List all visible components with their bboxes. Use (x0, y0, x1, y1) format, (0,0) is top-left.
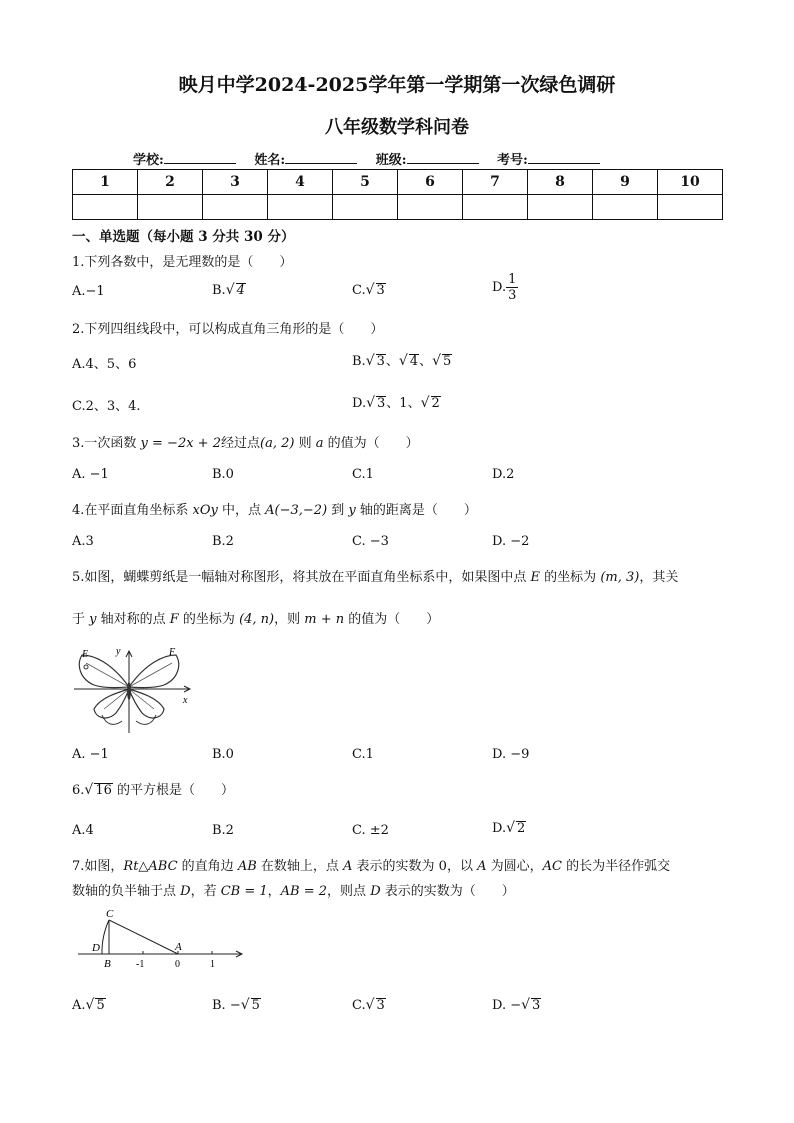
option-value: −1 (85, 284, 105, 299)
answer-cell[interactable] (268, 195, 333, 220)
q3-option-b[interactable]: B.0 (212, 467, 234, 482)
option-label: A. (72, 284, 86, 299)
answer-number: 7 (463, 170, 528, 195)
q4-option-c[interactable]: C. −3 (352, 534, 389, 549)
sqrt-sign: √ (365, 282, 375, 298)
option-label: B. − (212, 998, 241, 1013)
segment-label: AC (542, 859, 562, 874)
school-field[interactable] (164, 151, 236, 164)
sqrt-sign: √ (85, 997, 95, 1013)
q7-option-b[interactable] (212, 997, 261, 1013)
point-label: D (180, 884, 191, 899)
answer-number: 10 (658, 170, 723, 195)
q6-stem (72, 779, 234, 798)
answer-number: 5 (333, 170, 398, 195)
formula: y = −2x + 2 (140, 436, 221, 451)
denominator: 3 (508, 288, 517, 303)
stem-text: 6. (72, 783, 85, 798)
q3-option-d[interactable]: D.2 (492, 467, 515, 482)
class-field[interactable] (407, 151, 479, 164)
q6-option-a[interactable]: A.4 (72, 823, 94, 838)
option-label: D. (492, 280, 507, 295)
stem-text: 的坐标为 (540, 570, 601, 585)
radicand: 3 (376, 283, 385, 298)
number-line-figure (72, 905, 252, 971)
q7-stem-line2 (72, 880, 515, 899)
point-f-label: F (169, 647, 176, 658)
q5-option-c[interactable]: C.1 (352, 747, 374, 762)
q2-option-b[interactable] (352, 350, 452, 369)
sqrt-sign: √ (225, 282, 235, 298)
tick-label-neg1: -1 (136, 959, 145, 970)
answer-cell[interactable] (528, 195, 593, 220)
q7-stem-line1 (72, 855, 670, 874)
answer-cell[interactable] (593, 195, 658, 220)
stem-text: ，则点 (327, 884, 371, 899)
radicand: 2 (431, 396, 440, 411)
formula: CB = 1 (220, 884, 268, 899)
numerator: 1 (508, 272, 517, 287)
butterfly-figure (72, 643, 202, 738)
section-heading: 一、单选题（每小题 3 分共 30 分） (72, 229, 295, 245)
q7-option-d[interactable] (492, 997, 541, 1013)
stem-text: 表示的实数为（ ） (380, 884, 515, 899)
figure-background (72, 643, 202, 738)
q6-option-c[interactable]: C. ±2 (352, 823, 389, 838)
option-label: D. (492, 821, 507, 836)
stem-text: 的值为（ ） (344, 612, 440, 627)
answer-table-header-row (73, 170, 723, 195)
point-d-label: D (92, 942, 100, 954)
stem-text: 则 (294, 436, 316, 451)
answer-number: 3 (203, 170, 268, 195)
sqrt-sign: √ (84, 782, 94, 798)
stem-text: ，若 (190, 884, 221, 899)
q2-option-c[interactable]: C.2、3、4. (72, 399, 141, 414)
q6-option-b[interactable]: B.2 (212, 823, 234, 838)
option-label: D. − (492, 998, 522, 1013)
formula: Rt△ABC (123, 859, 178, 874)
q3-stem (72, 432, 419, 451)
answer-number: 1 (73, 170, 138, 195)
q4-option-a[interactable]: A.3 (72, 534, 94, 549)
butterfly-body (127, 682, 131, 700)
segment-label: AB (237, 859, 257, 874)
point-b-label: B (104, 958, 111, 970)
formula: m + n (304, 612, 345, 627)
option-label: D. (352, 396, 367, 411)
point-c-label: C (106, 908, 114, 920)
arc-cd (102, 920, 109, 954)
option-text: 、1、 (386, 396, 421, 411)
point-e-label: E (82, 649, 89, 660)
q5-option-a[interactable]: A. −1 (72, 747, 109, 762)
fraction (506, 272, 518, 303)
stem-text: 表示的实数为 0，以 (352, 859, 478, 874)
q3-option-a[interactable]: A. −1 (72, 467, 109, 482)
radicand: 16 (95, 783, 112, 798)
q2-option-d[interactable] (352, 392, 441, 411)
q2-stem: 2.下列四组线段中，可以构成直角三角形的是（ ） (72, 322, 384, 337)
stem-text: 数轴的负半轴于点 (72, 884, 181, 899)
radicand: 3 (376, 354, 385, 369)
q1-option-d[interactable] (492, 272, 518, 303)
point: (a, 2) (260, 436, 295, 451)
stem-text: 在数轴上，点 (256, 859, 344, 874)
exam-title: 映月中学2024-2025学年第一学期第一次绿色调研 (178, 74, 616, 96)
q1-option-c[interactable] (352, 282, 386, 298)
q7-option-a[interactable] (72, 997, 106, 1013)
sqrt-sign: √ (365, 353, 375, 369)
q5-option-b[interactable]: B.0 (212, 747, 234, 762)
answer-number: 6 (398, 170, 463, 195)
stem-text: 7.如图， (72, 859, 124, 874)
stem-text: 的坐标为 (178, 612, 240, 627)
name-label: 姓名: (254, 153, 286, 168)
answer-number: 4 (268, 170, 333, 195)
q5-stem-line1 (72, 566, 678, 585)
stem-text: 经过点 (220, 436, 260, 451)
point: A(−3,−2) (265, 503, 328, 518)
stem-text: 的平方根是（ ） (112, 783, 235, 798)
y-axis-label: y (116, 646, 121, 657)
q4-option-d[interactable]: D. −2 (492, 534, 530, 549)
info-fields (133, 149, 600, 168)
formula: AB = 2 (280, 884, 328, 899)
point: (m, 3) (600, 570, 640, 585)
q4-stem (72, 499, 477, 518)
answer-cell[interactable] (658, 195, 723, 220)
tick-label-zero: 0 (175, 959, 180, 970)
answer-table-answer-row (73, 195, 723, 220)
answer-cell[interactable] (333, 195, 398, 220)
radicand: 5 (251, 998, 260, 1013)
point-label: A (343, 859, 353, 874)
sqrt-sign: √ (366, 395, 376, 411)
stem-text: 于 (72, 612, 90, 627)
exam-number-label: 考号: (497, 153, 528, 168)
stem-text: ，则 (274, 612, 305, 627)
q1-option-b[interactable] (212, 282, 246, 298)
stem-text: 的直角边 (177, 859, 238, 874)
name-field[interactable] (285, 151, 357, 164)
school-label: 学校: (133, 153, 164, 168)
stem-text: 3.一次函数 (72, 436, 141, 451)
q4-option-b[interactable]: B.2 (212, 534, 234, 549)
answer-number: 2 (138, 170, 203, 195)
tick-label-one: 1 (210, 959, 215, 970)
point-label: F (169, 612, 179, 627)
sqrt-sign: √ (398, 353, 408, 369)
option-label: A. (72, 998, 86, 1013)
separator: 、 (385, 354, 399, 369)
option-label: C. (352, 998, 366, 1013)
stem-text: ，其关 (639, 570, 679, 585)
stem-text: 轴对称的点 (96, 612, 170, 627)
q1-stem: 1.下列各数中，是无理数的是（ ） (72, 255, 293, 270)
variable: y (348, 503, 356, 518)
answer-cell[interactable] (73, 195, 138, 220)
radicand: 4 (236, 283, 245, 298)
segment-ca (109, 920, 178, 954)
variable: a (315, 436, 324, 451)
sqrt-sign: √ (506, 820, 516, 836)
sqrt-sign: √ (521, 997, 531, 1013)
stem-text: 为圆心， (486, 859, 543, 874)
point: (4, n) (239, 612, 275, 627)
point-label: E (530, 570, 541, 585)
option-label: B. (212, 283, 226, 298)
point-label: D (370, 884, 381, 899)
q7-option-c[interactable] (352, 997, 386, 1013)
point-a-label: A (175, 941, 182, 953)
option-label: C. (352, 283, 366, 298)
point-label: A (477, 859, 487, 874)
x-axis-label: x (183, 695, 188, 706)
answer-cell[interactable] (203, 195, 268, 220)
stem-text: 的值为（ ） (323, 436, 419, 451)
answer-cell[interactable] (463, 195, 528, 220)
sqrt-sign: √ (365, 997, 375, 1013)
q1-option-a[interactable] (72, 284, 105, 299)
answer-cell[interactable] (138, 195, 203, 220)
stem-text: 中，点 (217, 503, 266, 518)
option-label: B. (352, 354, 366, 369)
answer-number: 9 (593, 170, 658, 195)
stem-text: 5.如图，蝴蝶剪纸是一幅轴对称图形，将其放在平面直角坐标系中，如果图中点 (72, 570, 531, 585)
radicand: 5 (96, 998, 105, 1013)
radicand: 5 (443, 354, 452, 369)
q6-option-d[interactable] (492, 820, 526, 836)
answer-cell[interactable] (398, 195, 463, 220)
sqrt-sign: √ (240, 997, 250, 1013)
stem-text: 4.在平面直角坐标系 (72, 503, 193, 518)
exam-number-field[interactable] (528, 151, 600, 164)
class-label: 班级: (375, 153, 407, 168)
q5-option-d[interactable]: D. −9 (492, 747, 530, 762)
q3-option-c[interactable]: C.1 (352, 467, 374, 482)
answer-table (72, 169, 723, 220)
variable: xOy (192, 503, 218, 518)
q5-stem-line2 (72, 608, 439, 627)
radicand: 3 (376, 998, 385, 1013)
stem-text: 到 (327, 503, 349, 518)
radicand: 4 (409, 354, 419, 369)
separator: 、 (419, 354, 433, 369)
radicand: 2 (517, 821, 526, 836)
sqrt-sign: √ (432, 353, 442, 369)
stem-text: 的长为半径作弧交 (561, 859, 671, 874)
answer-number: 8 (528, 170, 593, 195)
variable: y (89, 612, 97, 627)
exam-subtitle: 八年级数学科问卷 (325, 117, 469, 138)
radicand: 3 (377, 396, 386, 411)
stem-text: ， (267, 884, 281, 899)
sqrt-sign: √ (420, 395, 430, 411)
radicand: 3 (532, 998, 541, 1013)
stem-text: 轴的距离是（ ） (355, 503, 477, 518)
q2-option-a[interactable]: A.4、5、6 (72, 357, 137, 372)
